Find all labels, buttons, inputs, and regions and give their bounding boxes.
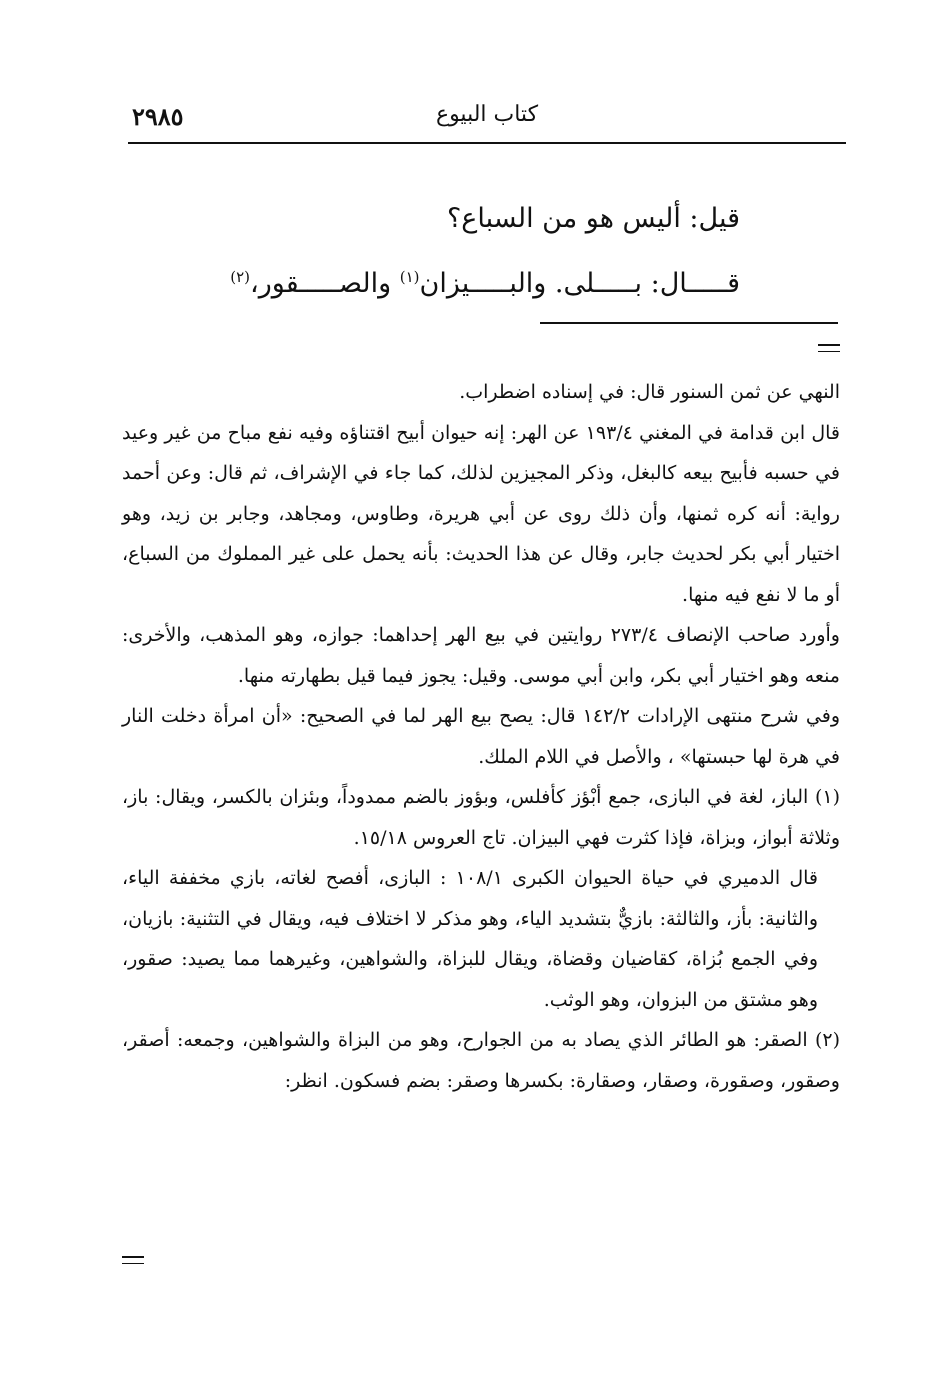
header-rule bbox=[128, 142, 846, 144]
page-header bbox=[128, 98, 846, 138]
footnote-2 bbox=[122, 1020, 840, 1101]
footnote-1 bbox=[122, 777, 840, 858]
footnote-2-text: الصقر: هو الطائر الذي يصاد به من الجوارح، وهو من البزاة والشواهين، وجمعه: أصقر، وصقور، وصقورة، وصقار، وصقارة: بكسرها وصقر: بضم فسكون. انظر: bbox=[122, 1029, 840, 1092]
running-title: كتاب البيوع bbox=[435, 102, 539, 127]
footnote-2-number: (٢) bbox=[814, 1029, 840, 1051]
note-paragraph-4: وفي شرح منتهى الإرادات ١٤٢/٢ قال: يصح بيع الهر لما في الصحيح: «أن امرأة دخلت النار في هرة لها حبستها» ، والأصل في اللام الملك. bbox=[122, 705, 841, 768]
continuation-mark-bottom bbox=[122, 1256, 144, 1264]
page-number: ٢٩٨٥ bbox=[132, 102, 184, 131]
note-paragraph-1: النهي عن ثمن السنور قال: في إسناده اضطراب. bbox=[459, 381, 840, 403]
footnote-1-continuation: قال الدميري في حياة الحيوان الكبرى ١٠٨/١ : البازى، أفصح لغاته، بازي مخففة الياء، والثانية: بأز، والثالثة: بازيٌّ بتشديد الياء، وهو مذكر لا اختلاف فيه، ويقال في التثنية: بازيان، وفي الجمع بُزاة، كقاضيان وقضاة، ويقال للبزاة، والشواهين، وغيرهما مما يصيد: صقور، وهو مشتق من البزوان، وهو الوثب. bbox=[122, 867, 818, 1011]
footnote-ref-1: (١) bbox=[399, 268, 420, 286]
footnote-ref-2: (٢) bbox=[230, 268, 251, 286]
footnotes-area bbox=[122, 372, 840, 1101]
footnote-separator bbox=[540, 322, 838, 324]
main-text bbox=[220, 190, 740, 313]
note-paragraph-2: قال ابن قدامة في المغني ١٩٣/٤ عن الهر: إنه حيوان أبيح اقتناؤه وفيه نفع مباح من غير وعيد في حسبه فأبيح بيعه كالبغل، وذكر المجيزين لذلك، كما جاء في الإشراف، ثم قال: وعن أحمد رواية: أنه كره ثمنها، وأن ذلك روى عن أبي هريرة، وطاوس، ومجاهد، وجابر بن زيد، وهو اختيار أبي بكر لحديث جابر، وقال عن هذا الحديث: بأنه يحمل على غير المملوك من السباع، أو ما لا نفع فيه منها. bbox=[122, 421, 840, 606]
continuation-mark-top bbox=[818, 344, 840, 352]
main-line-2 bbox=[220, 248, 740, 313]
footnote-1-text: الباز، لغة في البازى، جمع أبْؤز كأفلس، وبؤوز بالضم ممدوداً، وبئزان بالكسر، ويقال: باز، وثلاثة أبواز، وبزاة، فإذا كثرت فهي البيزان. تاج العروس ١٥/١٨. bbox=[122, 786, 840, 849]
main-line-2-part-b: والصـــــقور، bbox=[250, 268, 400, 299]
main-line-2-part-a: قـــــال: بـــــلى. والبـــــيزان bbox=[419, 268, 740, 299]
footnote-1-number: (١) bbox=[814, 786, 840, 808]
main-line-1: قيل: أليس هو من السباع؟ bbox=[446, 203, 740, 234]
note-paragraph-3: وأورد صاحب الإنصاف ٢٧٣/٤ روايتين في بيع الهر إحداهما: جوازه، وهو المذهب، والأخرى: منعه وهو اختيار أبي بكر، وابن أبي موسى. وقيل: يجوز فيما قيل بطهارته منها. bbox=[122, 624, 840, 687]
